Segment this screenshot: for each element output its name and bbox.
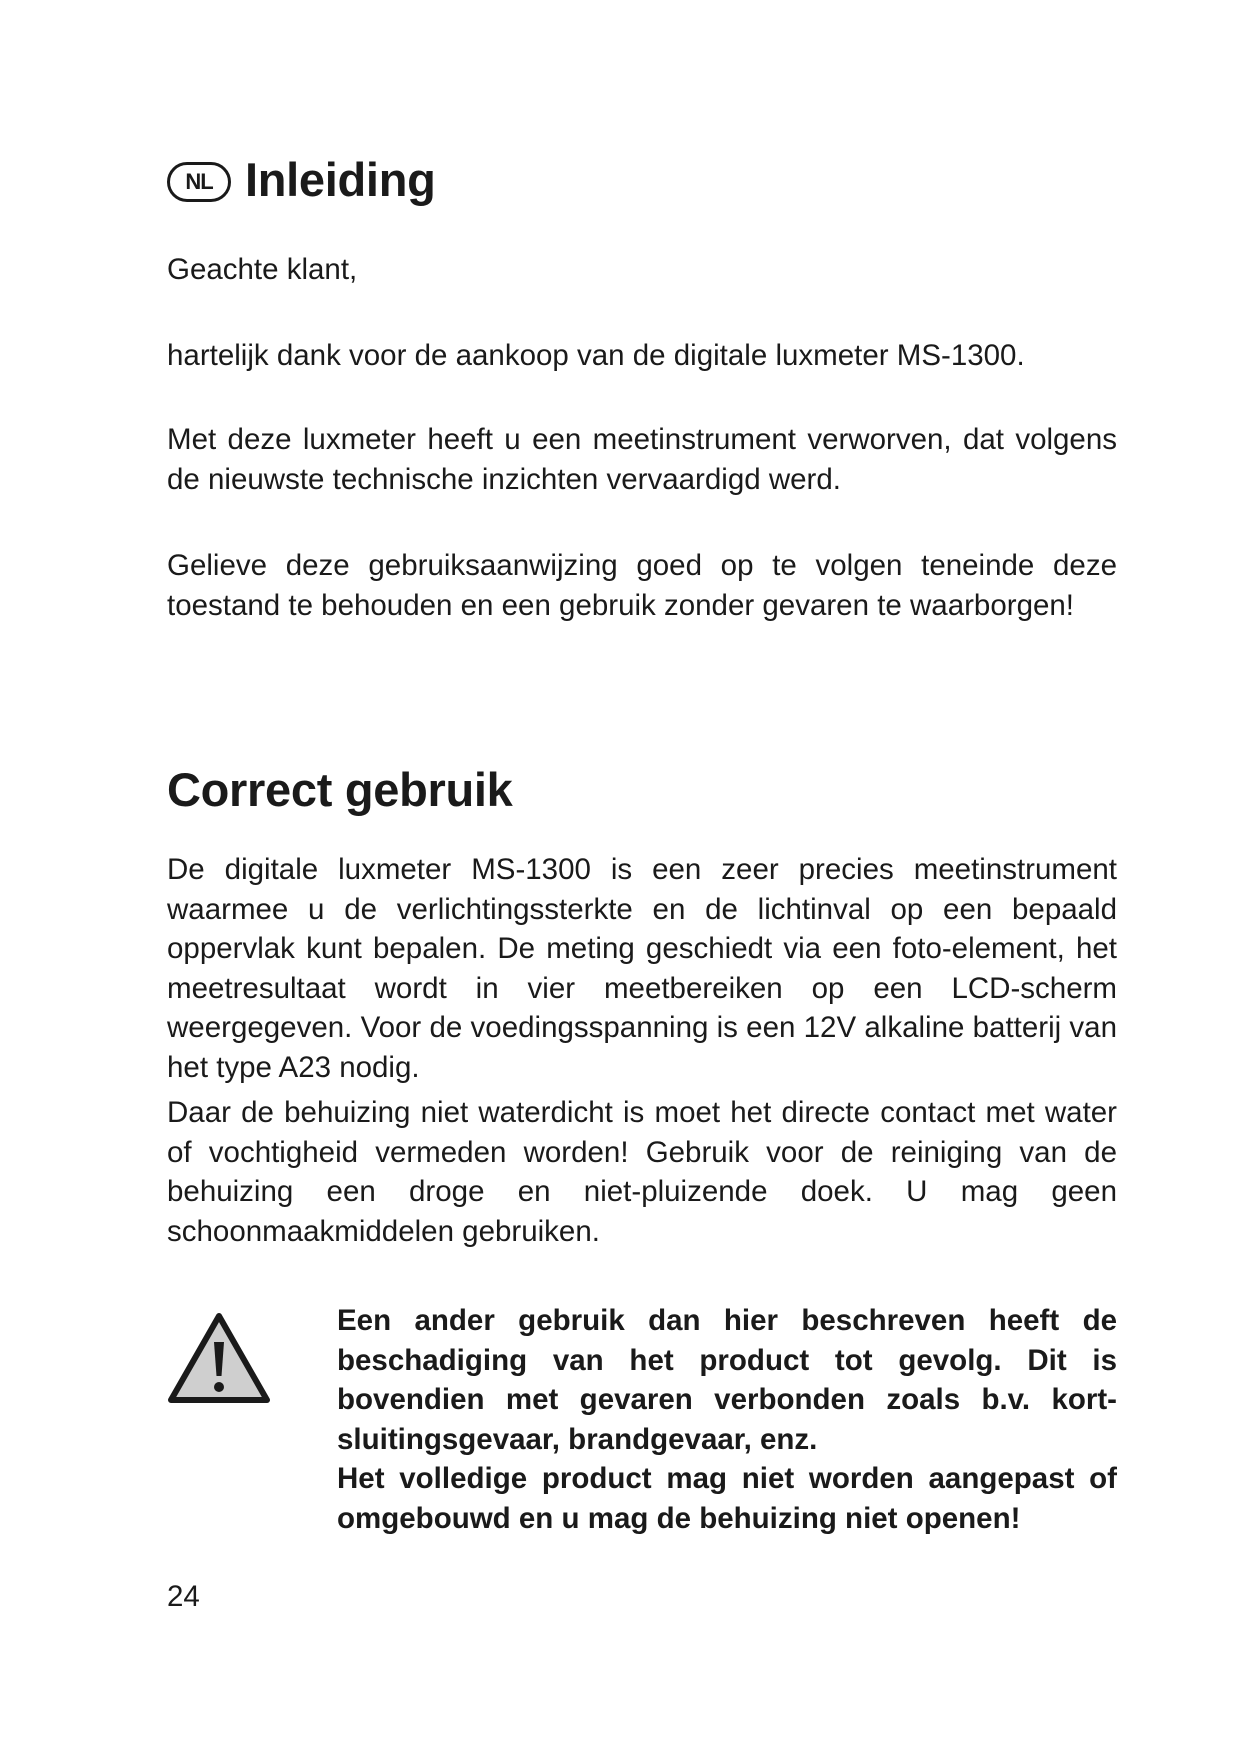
usage-paragraph-2: Daar de behuizing niet waterdicht is moet het directe contact met water of vochtigheid vermeden worden! Gebruik voor de reiniging van de behuizing een droge en niet-pluizende doek. U mag geen schoonmaakmiddelen gebruiken. bbox=[167, 1096, 1117, 1248]
warning-text-1: Een ander gebruik dan hier beschreven heeft de beschadiging van het product tot gevolg. Dit is bovendien met gevaren verbonden zoals b.v. kortsluitingsgevaar, brandgevaar, enz. bbox=[337, 1304, 1117, 1456]
language-badge: NL bbox=[167, 162, 231, 202]
thanks-paragraph: hartelijk dank voor de aankoop van de digitale luxmeter MS-1300. bbox=[167, 339, 1025, 372]
usage-title: Correct gebruik bbox=[167, 763, 513, 816]
usage-paragraph-1: De digitale luxmeter MS-1300 is een zeer precies meetinstrument waarmee u de verlichtingssterkte en de lichtinval op een bepaald oppervlak kunt bepalen. De meting geschiedt via een foto-element, het meetresultaat wordt in vier meetbereiken op een LCD-scherm weergegeven. Voor de voedingsspanning is een 12V alkaline batterij van het type A23 nodig. bbox=[167, 853, 1117, 1084]
warning-notice bbox=[337, 1301, 1117, 1538]
intro-heading bbox=[167, 153, 436, 206]
greeting: Geachte klant, bbox=[167, 253, 358, 286]
warning-text-2: Het volledige product mag niet worden aangepast of omgebouwd en u mag de behuizing niet openen! bbox=[337, 1462, 1117, 1535]
intro-title: Inleiding bbox=[245, 153, 436, 206]
intro-paragraph-2: Gelieve deze gebruiksaanwijzing goed op te volgen teneinde deze toestand te behouden en een gebruik zonder gevaren te waarborgen! bbox=[167, 549, 1117, 622]
warning-triangle-icon bbox=[167, 1312, 271, 1404]
intro-paragraph-1: Met deze luxmeter heeft u een meetinstrument verworven, dat volgens de nieuwste technische inzichten vervaardigd werd. bbox=[167, 423, 1117, 496]
page-number: 24 bbox=[167, 1580, 200, 1613]
